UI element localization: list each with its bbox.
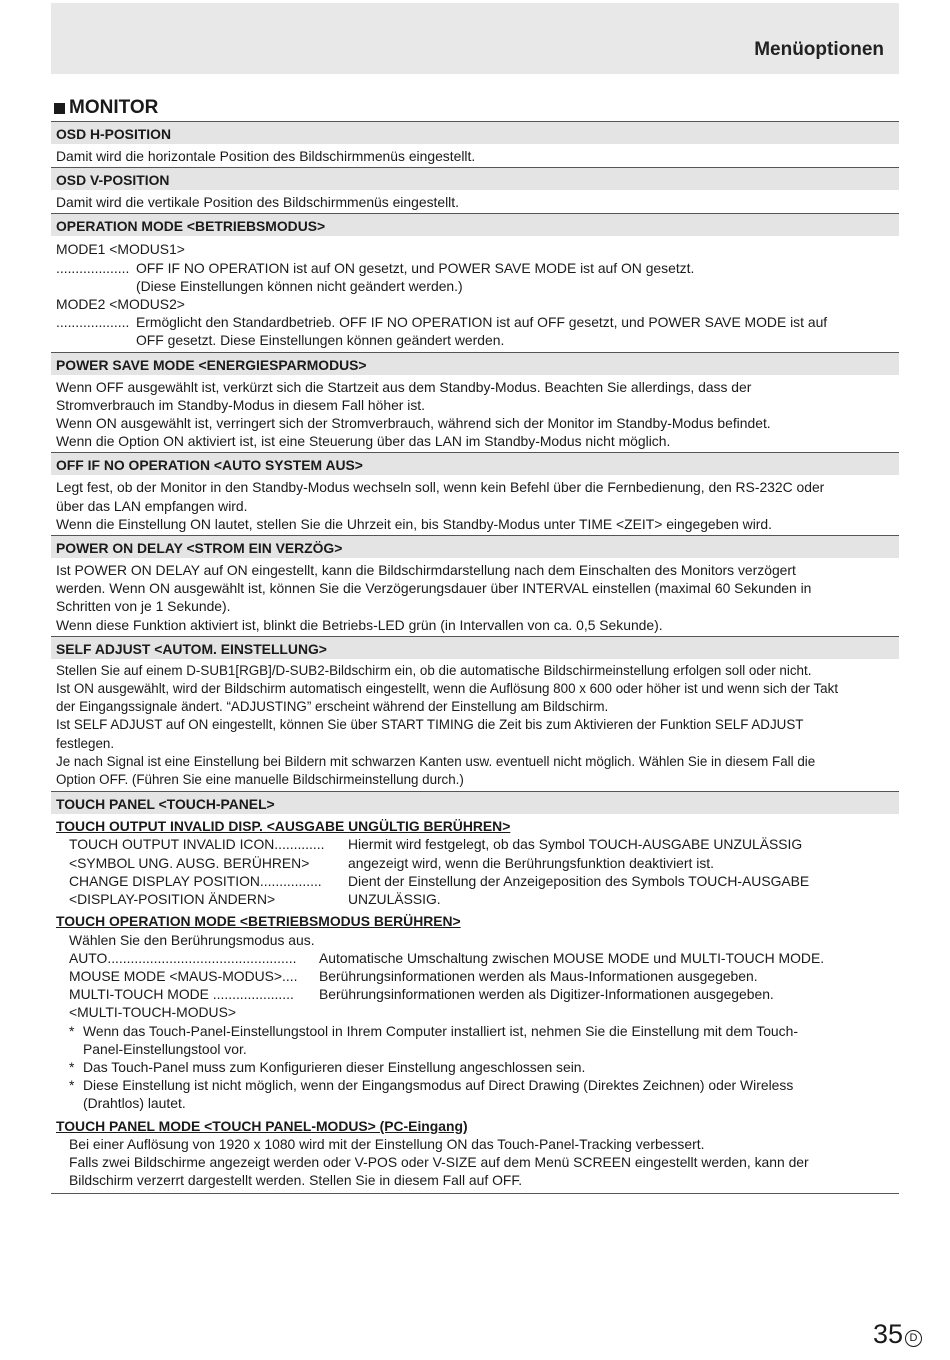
note-asterisk: * bbox=[69, 1058, 75, 1075]
mode1-row bbox=[56, 259, 894, 277]
touch-operation-note3 bbox=[69, 1076, 894, 1112]
touch-operation-auto-key-text: AUTO bbox=[69, 949, 108, 966]
mode2-desc-line1: Ermöglicht den Standardbetrieb. OFF IF NO OPERATION ist auf OFF gesetzt, und POWER SAVE MODE ist auf bbox=[136, 314, 828, 331]
power-save-heading: POWER SAVE MODE <ENERGIESPARMODUS> bbox=[51, 352, 899, 375]
off-if-line3: Wenn die Einstellung ON lautet, stellen Sie die Uhrzeit ein, bis Standby-Modus unter TIME <ZEIT> eingegeben wird. bbox=[56, 515, 773, 532]
page-title: Menüoptionen bbox=[754, 39, 884, 60]
osd-h-position-text: Damit wird die horizontale Position des Bildschirmmenüs eingestellt. bbox=[56, 148, 476, 164]
touch-output-heading: TOUCH OUTPUT INVALID DISP. <AUSGABE UNGÜLTIG BERÜHREN> bbox=[56, 818, 511, 835]
touch-operation-mouse-key-text: MOUSE MODE <MAUS-MODUS> bbox=[69, 967, 283, 984]
self-adjust-line5: festlegen. bbox=[56, 735, 115, 751]
touch-output-icon-key bbox=[69, 835, 348, 853]
power-on-delay-line1: Ist POWER ON DELAY auf ON eingestellt, kann die Bildschirmdarstellung nach dem Einschalten des Monitors verzögert bbox=[56, 562, 796, 579]
note1-line1: Wenn das Touch-Panel-Einstellungstool in Ihrem Computer installiert ist, nehmen Sie die Einstellung mit dem Touch- bbox=[83, 1022, 798, 1039]
touch-operation-note1 bbox=[69, 1022, 894, 1058]
section-title-text: MONITOR bbox=[69, 97, 159, 118]
note2-text: Das Touch-Panel muss zum Konfigurieren dieser Einstellung angeschlossen sein. bbox=[83, 1058, 586, 1075]
self-adjust-line1: Stellen Sie auf einem D-SUB1[RGB]/D-SUB2-Bildschirm ein, ob die automatische Bildschirmeinstellung erfolgen soll oder nicht. bbox=[56, 662, 812, 678]
off-if-heading: OFF IF NO OPERATION <AUTO SYSTEM AUS> bbox=[51, 452, 899, 475]
note-asterisk: * bbox=[69, 1022, 75, 1039]
touch-panel-mode-body bbox=[56, 1135, 894, 1190]
touch-output-icon-desc2: angezeigt wird, wenn die Berührungsfunktion deaktiviert ist. bbox=[348, 854, 714, 871]
power-on-delay-line4: Wenn diese Funktion aktiviert ist, blinkt die Betriebs-LED grün (in Intervallen von ca. 0,5 Sekunde). bbox=[56, 616, 663, 633]
operation-mode-heading: OPERATION MODE <BETRIEBSMODUS> bbox=[51, 213, 899, 236]
mode1-desc-line1: OFF IF NO OPERATION ist auf ON gesetzt, und POWER SAVE MODE ist auf ON gesetzt. bbox=[136, 259, 695, 276]
touch-output-pos-desc1: Dient der Einstellung der Anzeigeposition des Symbols TOUCH-AUSGABE bbox=[348, 872, 810, 889]
touch-output-pos-desc2: UNZULÄSSIG. bbox=[348, 891, 441, 908]
note1-line2: Panel-Einstellungstool vor. bbox=[83, 1040, 247, 1057]
touch-operation-auto-desc: Automatische Umschaltung zwischen MOUSE MODE und MULTI-TOUCH MODE. bbox=[319, 949, 825, 966]
off-if-line1: Legt fest, ob der Monitor in den Standby-Modus wechseln soll, wenn kein Befehl über die Fernbedienung, den RS-232C oder bbox=[56, 479, 825, 496]
self-adjust-line3: der Eingangssignale ändert. “ADJUSTING” erscheint während der Einstellung am Bildschirm. bbox=[56, 699, 609, 715]
touch-operation-auto-row bbox=[69, 949, 894, 967]
self-adjust-body bbox=[51, 659, 899, 791]
square-bullet-icon bbox=[54, 103, 65, 114]
touch-operation-body bbox=[56, 931, 894, 1113]
touch-operation-mouse-key bbox=[69, 967, 319, 985]
touch-output-pos-key bbox=[69, 872, 348, 890]
note3-line1: Diese Einstellung ist nicht möglich, wenn der Eingangsmodus auf Direct Drawing (Direktes Zeichnen) oder Wireless bbox=[83, 1077, 794, 1094]
page-number bbox=[873, 1319, 922, 1349]
section-title bbox=[51, 95, 899, 121]
power-save-line4: Wenn die Option ON aktiviert ist, ist eine Steuerung über das LAN im Standby-Modus nicht möglich. bbox=[56, 433, 671, 450]
osd-h-position-body bbox=[51, 144, 899, 167]
touch-output-body bbox=[56, 835, 894, 908]
touch-operation-multi-key-text: MULTI-TOUCH MODE bbox=[69, 986, 209, 1003]
self-adjust-line6: Je nach Signal ist eine Einstellung bei Bildern mit schwarzen Kanten usw. eventuell nicht möglich. Wählen Sie in diesem Fall die bbox=[56, 753, 816, 769]
self-adjust-line2: Ist ON ausgewählt, wird der Bildschirm automatisch eingestellt, wenn die Auflösung 800 x 600 oder höher ist und wenn sich der Takt bbox=[56, 681, 839, 697]
touch-output-pos-key-text: CHANGE DISPLAY POSITION bbox=[69, 872, 260, 889]
touch-panel-mode-heading: TOUCH PANEL MODE <TOUCH PANEL-MODUS> (PC-Eingang) bbox=[56, 1117, 468, 1134]
touch-output-icon-desc1: Hiermit wird festgelegt, ob das Symbol TOUCH-AUSGABE UNZULÄSSIG bbox=[348, 836, 803, 853]
power-on-delay-line2: werden. Wenn ON ausgewählt ist, können Sie die Verzögerungsdauer über INTERVAL einstellen (maximal 60 Sekunden in bbox=[56, 580, 812, 597]
touch-panel-heading: TOUCH PANEL <TOUCH-PANEL> bbox=[51, 791, 899, 814]
mode1-label: MODE1 <MODUS1> bbox=[56, 241, 185, 258]
mode1-dots: ................... bbox=[56, 259, 130, 276]
touch-operation-mouse-dots: .... bbox=[282, 967, 298, 984]
page-header bbox=[51, 3, 899, 74]
note3-line2: (Drahtlos) lautet. bbox=[83, 1095, 186, 1112]
power-save-line3: Wenn ON ausgewählt ist, verringert sich der Stromverbrauch, während sich der Monitor im Standby-Modus befindet. bbox=[56, 415, 771, 432]
language-badge-icon: D bbox=[905, 1330, 922, 1347]
touch-operation-multi-desc: Berührungsinformationen werden als Digitizer-Informationen ausgegeben. bbox=[319, 986, 774, 1003]
power-save-line1: Wenn OFF ausgewählt ist, verkürzt sich die Startzeit aus dem Standby-Modus. Beachten Sie allerdings, dass der bbox=[56, 378, 752, 395]
off-if-body bbox=[51, 475, 899, 535]
self-adjust-heading: SELF ADJUST <AUTOM. EINSTELLUNG> bbox=[51, 636, 899, 659]
touch-panel-mode-line1: Bei einer Auflösung von 1920 x 1080 wird mit der Einstellung ON das Touch-Panel-Tracking verbessert. bbox=[69, 1135, 705, 1152]
touch-output-icon-key2: <SYMBOL UNG. AUSG. BERÜHREN> bbox=[69, 854, 310, 871]
touch-panel-mode-line3: Bildschirm verzerrt dargestellt werden. Stellen Sie in diesem Fall auf OFF. bbox=[69, 1172, 523, 1189]
mode2-label: MODE2 <MODUS2> bbox=[56, 296, 185, 313]
touch-output-pos-key2: <DISPLAY-POSITION ÄNDERN> bbox=[69, 891, 276, 908]
power-on-delay-body bbox=[51, 558, 899, 636]
touch-operation-mouse-desc: Berührungsinformationen werden als Maus-Informationen ausgegeben. bbox=[319, 967, 758, 984]
main-content bbox=[51, 95, 899, 1194]
page-number-text: 35 bbox=[872, 1319, 903, 1349]
mode1-desc-line2: (Diese Einstellungen können nicht geändert werden.) bbox=[136, 277, 463, 294]
power-on-delay-heading: POWER ON DELAY <STROM EIN VERZÖG> bbox=[51, 535, 899, 558]
mode2-row bbox=[56, 313, 894, 331]
touch-operation-auto-key bbox=[69, 949, 319, 967]
note-asterisk: * bbox=[69, 1077, 75, 1094]
touch-operation-multi-key2: <MULTI-TOUCH-MODUS> bbox=[69, 1004, 236, 1021]
power-on-delay-line3: Schritten von je 1 Sekunde). bbox=[56, 598, 231, 615]
mode2-desc-line2: OFF gesetzt. Diese Einstellungen können geändert werden. bbox=[136, 332, 505, 349]
touch-operation-multi-dots: ..................... bbox=[212, 986, 294, 1003]
touch-output-pos-row2 bbox=[69, 890, 894, 908]
touch-output-icon-key-text: TOUCH OUTPUT INVALID ICON bbox=[69, 836, 275, 853]
osd-v-position-text: Damit wird die vertikale Position des Bildschirmmenüs eingestellt. bbox=[56, 194, 459, 211]
osd-v-position-body bbox=[51, 190, 899, 213]
power-save-body bbox=[51, 375, 899, 453]
touch-panel-body bbox=[51, 814, 899, 1194]
touch-panel-mode-line2: Falls zwei Bildschirme angezeigt werden oder V-POS oder V-SIZE auf dem Menü SCREEN eingestellt werden, kann der bbox=[69, 1153, 809, 1170]
touch-output-icon-dots: ............. bbox=[274, 836, 325, 853]
osd-h-position-heading: OSD H-POSITION bbox=[51, 121, 899, 144]
note1-text bbox=[83, 1022, 798, 1058]
self-adjust-line7: Option OFF. (Führen Sie eine manuelle Bildschirmeinstellung durch.) bbox=[56, 772, 464, 788]
touch-output-icon-row1 bbox=[69, 835, 894, 853]
touch-operation-intro: Wählen Sie den Berührungsmodus aus. bbox=[69, 931, 315, 948]
touch-operation-heading: TOUCH OPERATION MODE <BETRIEBSMODUS BERÜHREN> bbox=[56, 913, 461, 930]
touch-output-icon-row2 bbox=[69, 854, 894, 872]
touch-output-pos-row1 bbox=[69, 872, 894, 890]
note3-text bbox=[83, 1076, 793, 1112]
touch-operation-mouse-row bbox=[69, 967, 894, 985]
touch-operation-multi-key bbox=[69, 985, 319, 1003]
touch-operation-auto-dots: ................................................. bbox=[107, 949, 297, 966]
operation-mode-body bbox=[51, 236, 899, 351]
touch-operation-note2 bbox=[69, 1058, 894, 1076]
touch-operation-multi-row bbox=[69, 985, 894, 1003]
off-if-line2: über das LAN empfangen wird. bbox=[56, 497, 248, 514]
osd-v-position-heading: OSD V-POSITION bbox=[51, 167, 899, 190]
self-adjust-line4: Ist SELF ADJUST auf ON eingestellt, können Sie über START TIMING die Zeit bis zum Aktivieren der Funktion SELF ADJUST bbox=[56, 717, 804, 733]
power-save-line2: Stromverbrauch im Standby-Modus in diesem Fall höher ist. bbox=[56, 396, 426, 413]
mode2-dots: ................... bbox=[56, 314, 130, 331]
touch-output-pos-dots: ................ bbox=[259, 872, 322, 889]
